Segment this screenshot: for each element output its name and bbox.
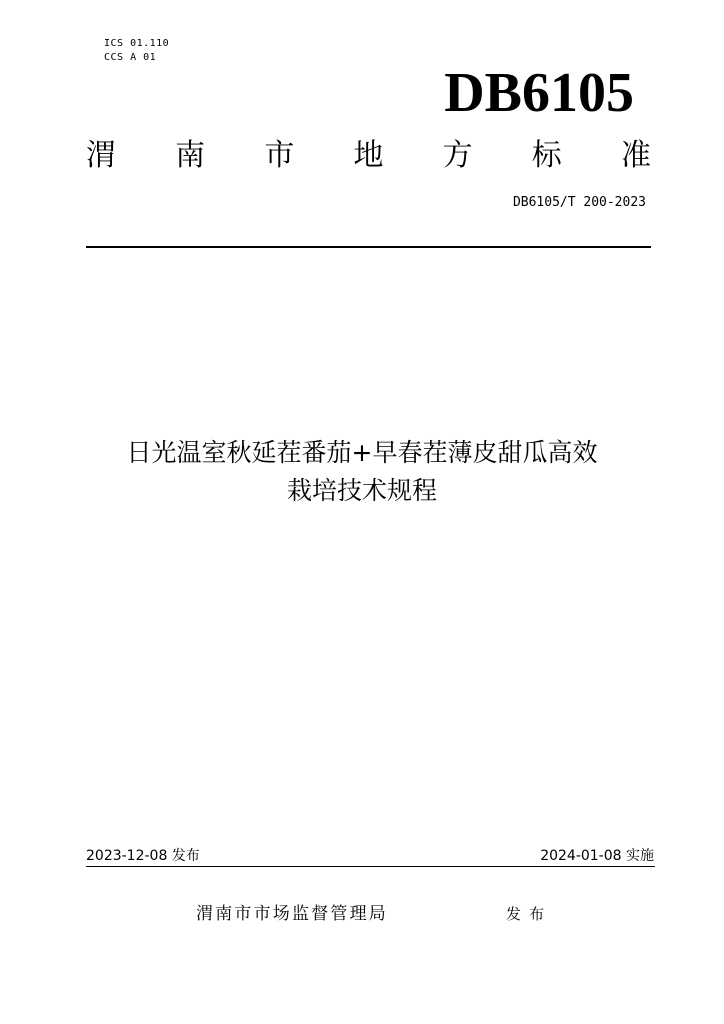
document-title-line-1: 日光温室秋延茬番茄+早春茬薄皮甜瓜高效 [126, 438, 598, 467]
header-divider [86, 246, 651, 248]
publish-label: 发布 [506, 905, 553, 923]
standard-type-char: 市 [264, 138, 295, 173]
implementation-date: 2024-01-08 实施 [540, 848, 654, 864]
document-title [40, 434, 684, 510]
standard-type-title [86, 136, 651, 176]
db-code: DB6105 [444, 62, 634, 124]
standard-type-char: 渭 [86, 138, 116, 173]
standard-number: DB6105/T 200-2023 [512, 195, 646, 210]
ccs-code: CCS A 01 [104, 52, 157, 63]
standard-type-char: 准 [620, 138, 651, 173]
publisher: 渭南市市场监督管理局 [196, 904, 388, 924]
ics-code: ICS 01.110 [104, 38, 170, 49]
standard-type-char: 标 [531, 138, 562, 173]
standard-type-char: 方 [442, 138, 473, 173]
document-title-line-2: 栽培技术规程 [286, 476, 437, 505]
standard-type-char: 南 [175, 138, 206, 173]
issue-date: 2023-12-08 发布 [86, 848, 200, 864]
standard-type-char: 地 [353, 138, 384, 173]
footer-divider [86, 866, 655, 867]
